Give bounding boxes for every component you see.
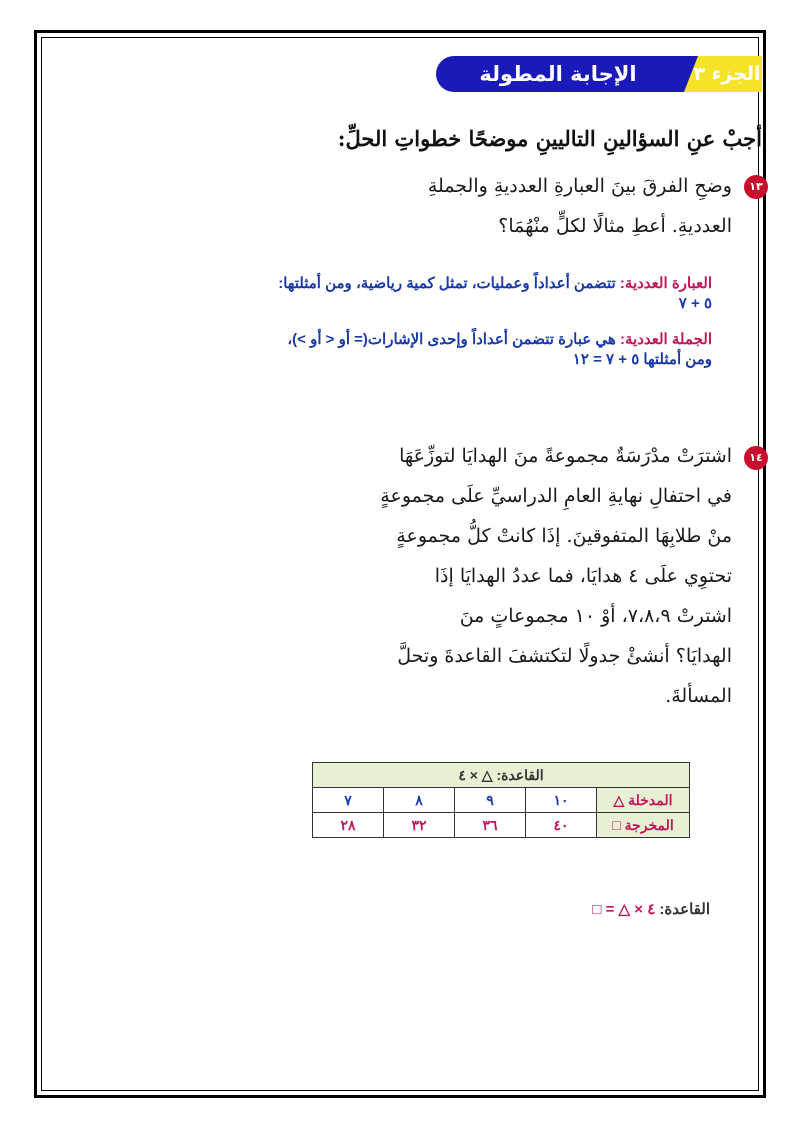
answer-13 (72, 274, 712, 370)
input-row (313, 788, 690, 813)
sentence-text: هي عبارة تتضمن أعداداً وإحدى الإشارات(= أو < أو >)، (287, 331, 620, 348)
question-14-number-badge: ١٤ (744, 446, 768, 470)
rule-statement (592, 900, 710, 918)
question-14-line: منْ طلابِهَا المتفوقينَ. إذَا كانتْ كلُّ مجموعةٍ (396, 525, 732, 547)
part-label: الجزء ٣ (693, 63, 761, 85)
question-14-line: اشترتْ ٧،٨،٩، أوْ ١٠ مجموعاتٍ منَ (459, 605, 732, 627)
input-cell: ٧ (313, 788, 384, 813)
expression-text: تتضمن أعداداً وعمليات، تمثل كمية رياضية، ومن أمثلتها: (278, 275, 620, 292)
question-14-line: اشترَتْ مدْرَسَةٌ مجموعةً منَ الهدايَا لتوزِّعَهَا (399, 445, 732, 467)
question-14-line: في احتفالِ نهايةِ العامِ الدراسيِّ علَى مجموعةٍ (380, 485, 732, 507)
question-14-line: الهدايَا؟ أنشئْ جدولًا لتكتشفَ القاعدةَ وتحلَّ (397, 645, 732, 667)
section-banner (436, 56, 762, 92)
rule-table-header-row (313, 763, 690, 788)
input-cell: ٩ (455, 788, 526, 813)
expression-definition (72, 274, 712, 294)
expression-label: العبارة العددية: (619, 275, 712, 292)
sentence-example: ومن أمثلتها ٥ + ٧ = ١٢ (572, 351, 712, 368)
rule-table-header: القاعدة: △ × ٤ (313, 763, 690, 788)
question-14-line: تحتوِي علَى ٤ هدايَا، فما عددُ الهدايَا إذَا (434, 565, 732, 587)
output-row-label: المخرجة □ (597, 813, 690, 838)
output-cell: ٤٠ (526, 813, 597, 838)
question-13-line: العدديةِ. أعطِ مثالًا لكلٍّ منْهُمَا؟ (498, 215, 732, 237)
sentence-label: الجملة العددية: (619, 331, 712, 348)
instruction-text: أجبْ عنِ السؤالينِ التاليينِ موضحًا خطواتِ الحلِّ: (337, 126, 762, 151)
input-cell: ١٠ (526, 788, 597, 813)
rule-statement-expression: □ = △ × ٤ (592, 901, 656, 918)
expression-example: ٥ + ٧ (678, 295, 712, 312)
rule-table (312, 762, 690, 838)
question-14-text (172, 436, 732, 716)
output-cell: ٣٦ (455, 813, 526, 838)
output-cell: ٢٨ (313, 813, 384, 838)
section-title: الإجابة المطولة (479, 62, 637, 86)
question-13-text (172, 166, 732, 246)
sentence-definition (72, 330, 712, 350)
rule-statement-label: القاعدة: (659, 901, 710, 918)
output-row (313, 813, 690, 838)
question-13-line: وضحِ الفرقَ بينَ العبارةِ العدديةِ والجملةِ (427, 175, 732, 197)
input-row-label: المدخلة △ (597, 788, 690, 813)
input-cell: ٨ (384, 788, 455, 813)
question-14-line: المسألةَ. (665, 685, 732, 707)
output-cell: ٣٢ (384, 813, 455, 838)
question-13-number-badge: ١٣ (744, 175, 768, 199)
